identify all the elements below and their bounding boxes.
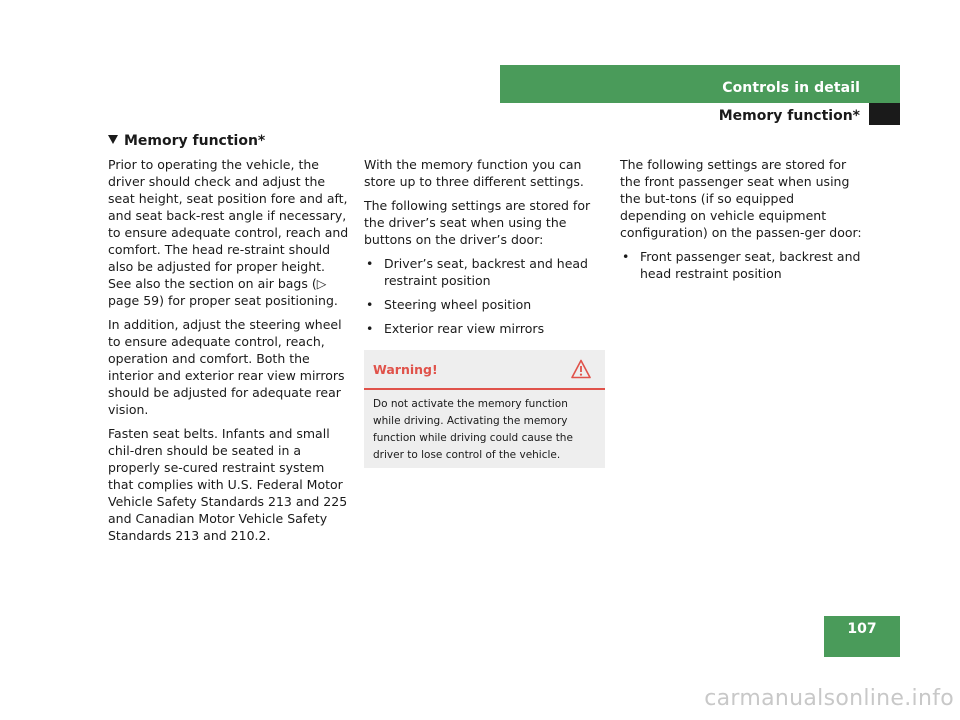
section-heading: [108, 133, 265, 149]
list-item: [364, 320, 606, 337]
page-number: 107: [847, 621, 877, 637]
paragraph: Prior to operating the vehicle, the driver should check and adjust the seat height, seat position fore and aft, and seat back-rest angle if necessary, to ensure adequate control, reach and comfort. The head re-straint should also be adjusted for proper height. See also the section on air bags (▷ page 59) for proper seat positioning.: [108, 157, 349, 308]
section-title: Controls in detail: [722, 80, 860, 96]
section-heading-text: Memory function*: [124, 133, 266, 149]
warning-title: Warning!: [373, 362, 438, 377]
list-item-text: Exterior rear view mirrors: [384, 321, 545, 336]
tab-marker: [869, 103, 900, 125]
bullet-list: [364, 255, 606, 337]
bullet-icon: •: [366, 297, 374, 312]
watermark: carmanualsonline.info: [704, 686, 954, 711]
bullet-icon: •: [366, 321, 374, 336]
column-2: [364, 156, 606, 344]
triangle-down-icon: [108, 135, 118, 144]
warning-box: [364, 350, 605, 468]
list-item: [364, 296, 606, 313]
list-item-text: Driver’s seat, backrest and head restraint position: [384, 256, 588, 288]
list-item-text: Steering wheel position: [384, 297, 532, 312]
paragraph: With the memory function you can store up to three different settings.: [364, 157, 584, 189]
bullet-list: [620, 248, 862, 282]
list-item: [364, 255, 606, 289]
warning-text: Do not activate the memory function while driving. Activating the memory function while driving could cause the driver to lose control of the vehicle.: [373, 398, 573, 461]
column-1: [108, 156, 350, 551]
list-item: [620, 248, 862, 282]
paragraph: Fasten seat belts. Infants and small chil-dren should be seated in a properly se-cured restraint system that complies with U.S. Federal Motor Vehicle Safety Standards 213 and 225 and Canadian Motor Vehicle Safety Standards 213 and 210.2.: [108, 426, 348, 543]
paragraph: In addition, adjust the steering wheel to ensure adequate control, reach, operation and comfort. Both the interior and exterior rear view mirrors should be adjusted for adequate rear vision.: [108, 317, 345, 417]
paragraph: The following settings are stored for the front passenger seat when using the but-tons (if so equipped depending on vehicle equipment configuration) on the passen-ger door:: [620, 157, 862, 240]
list-item-text: Front passenger seat, backrest and head restraint position: [640, 249, 861, 281]
warning-triangle-icon: [571, 359, 591, 379]
page-number-box: [824, 616, 900, 657]
paragraph: The following settings are stored for the driver’s seat when using the buttons on the driver’s door:: [364, 198, 591, 247]
page-subtitle: Memory function*: [718, 108, 860, 124]
bullet-icon: •: [622, 249, 630, 264]
header-bar: [500, 65, 900, 103]
column-3: [620, 156, 862, 289]
warning-header: [364, 350, 605, 390]
bullet-icon: •: [366, 256, 374, 271]
